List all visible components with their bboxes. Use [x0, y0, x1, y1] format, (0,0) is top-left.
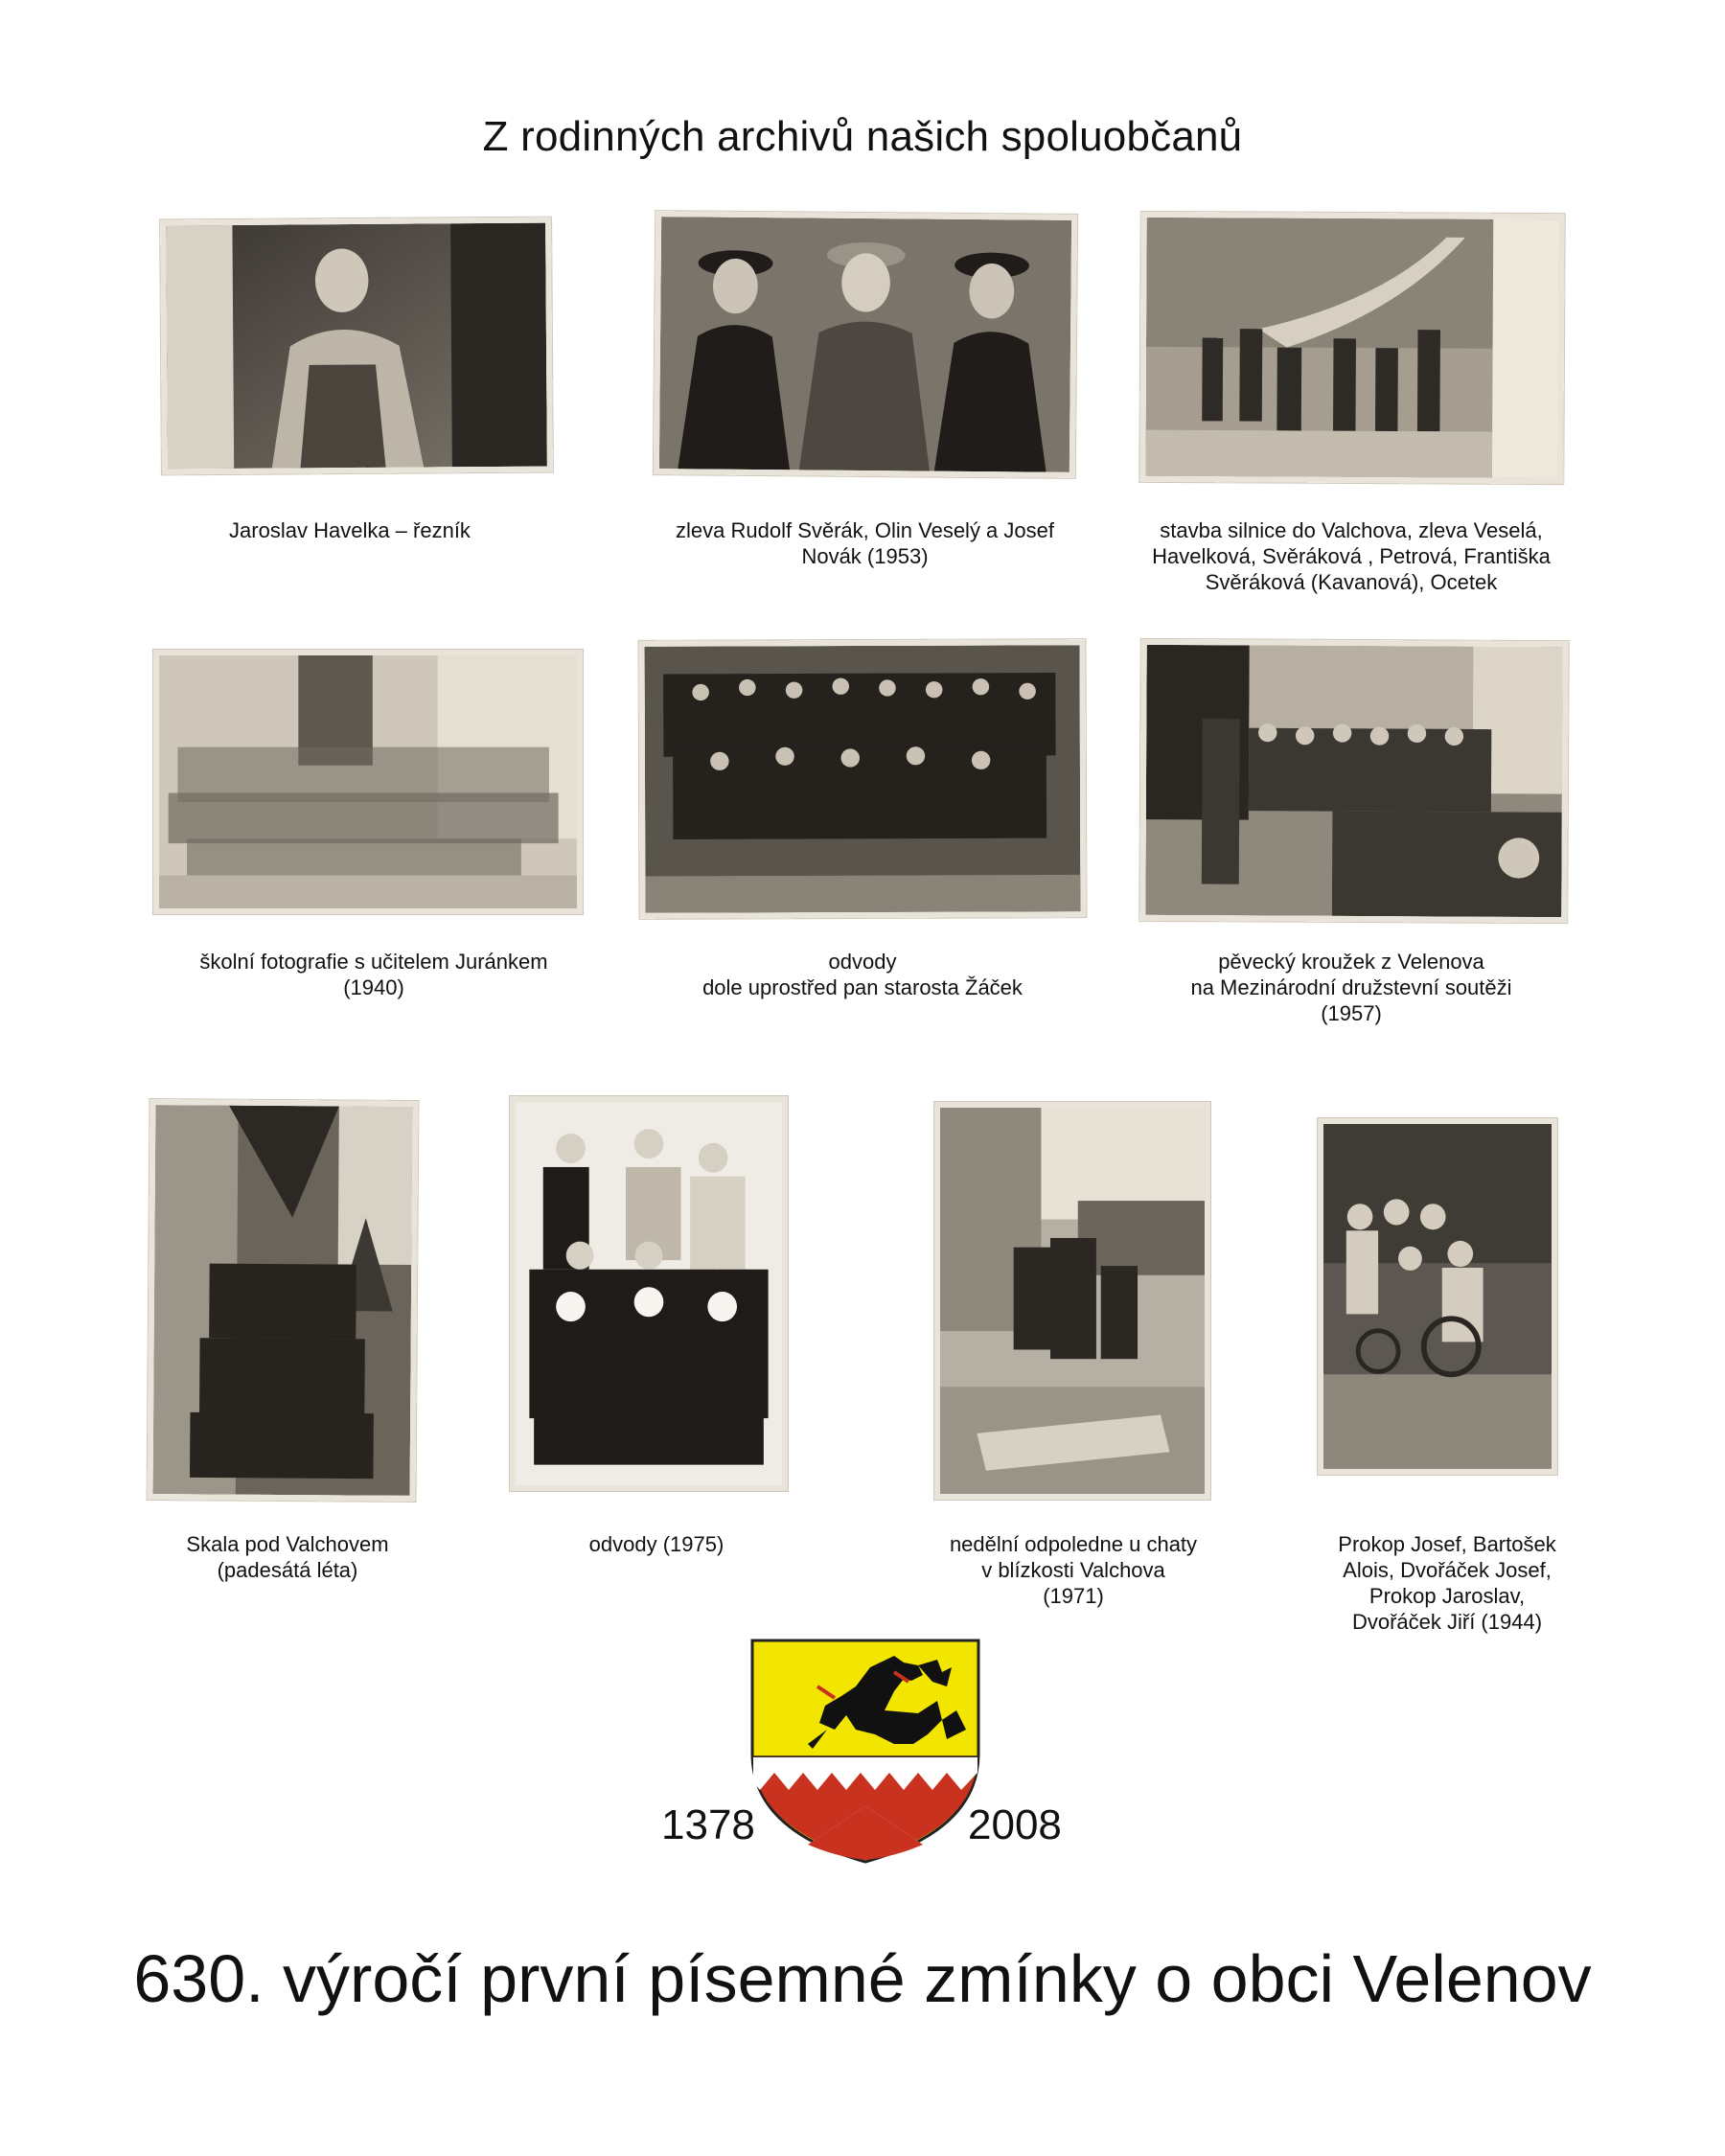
photo-conscripts-1975	[510, 1096, 788, 1491]
photo-road-construction-image	[1145, 218, 1558, 478]
photo-sunday-afternoon	[934, 1102, 1210, 1500]
page-title: Z rodinných archivů našich spoluobčanů	[482, 113, 1243, 160]
photo-three-men	[654, 211, 1077, 478]
coat-of-arms-shield	[750, 1639, 980, 1864]
caption-butcher: Jaroslav Havelka – řezník	[229, 518, 471, 542]
photo-butcher-image	[166, 223, 547, 470]
photo-school-image	[159, 655, 577, 908]
photo-road-construction	[1139, 212, 1564, 484]
photo-children-1944	[1318, 1118, 1557, 1475]
year-founding: 1378	[661, 1801, 755, 1848]
caption-rock-group: Skala pod Valchovem (padesátá léta)	[186, 1532, 389, 1582]
caption-road-construction: stavba silnice do Valchova, zleva Veselá, Havelková, Svěráková , Petrová, Františka Svěráková (Kavanová), Ocetek	[1152, 518, 1551, 594]
caption-school: školní fotografie s učitelem Juránkem (1940)	[199, 950, 548, 999]
caption-conscripts: odvody dole uprostřed pan starosta Žáček	[702, 950, 1023, 999]
photo-choir	[1139, 639, 1569, 923]
caption-choir: pěvecký kroužek z Velenova na Mezinárodní družstevní soutěži (1957)	[1190, 950, 1512, 1025]
photo-school	[153, 650, 583, 914]
caption-conscripts-1975: odvody (1975)	[588, 1532, 724, 1556]
photo-butcher	[160, 218, 553, 475]
year-anniversary: 2008	[968, 1801, 1062, 1848]
photo-conscripts-1975-image	[516, 1102, 782, 1485]
photo-rock-group-image	[153, 1105, 413, 1496]
photo-choir-image	[1145, 645, 1562, 917]
footer-title: 630. výročí první písemné zmínky o obci Velenov	[133, 1941, 1592, 2016]
photo-children-1944-image	[1323, 1124, 1552, 1469]
photo-conscripts-image	[645, 645, 1081, 913]
caption-sunday-afternoon: nedělní odpoledne u chaty v blízkosti Valchova (1971)	[949, 1532, 1198, 1608]
caption-three-men: zleva Rudolf Svěrák, Olin Veselý a Josef Novák (1953)	[676, 518, 1054, 568]
photo-three-men-image	[659, 217, 1071, 472]
photo-sunday-afternoon-image	[940, 1108, 1205, 1494]
photo-rock-group	[148, 1099, 419, 1502]
caption-children-1944: Prokop Josef, Bartošek Alois, Dvořáček Josef, Prokop Jaroslav, Dvořáček Jiří (1944)	[1338, 1532, 1556, 1634]
photo-conscripts	[638, 639, 1086, 919]
coat-of-arms	[750, 1639, 980, 1864]
